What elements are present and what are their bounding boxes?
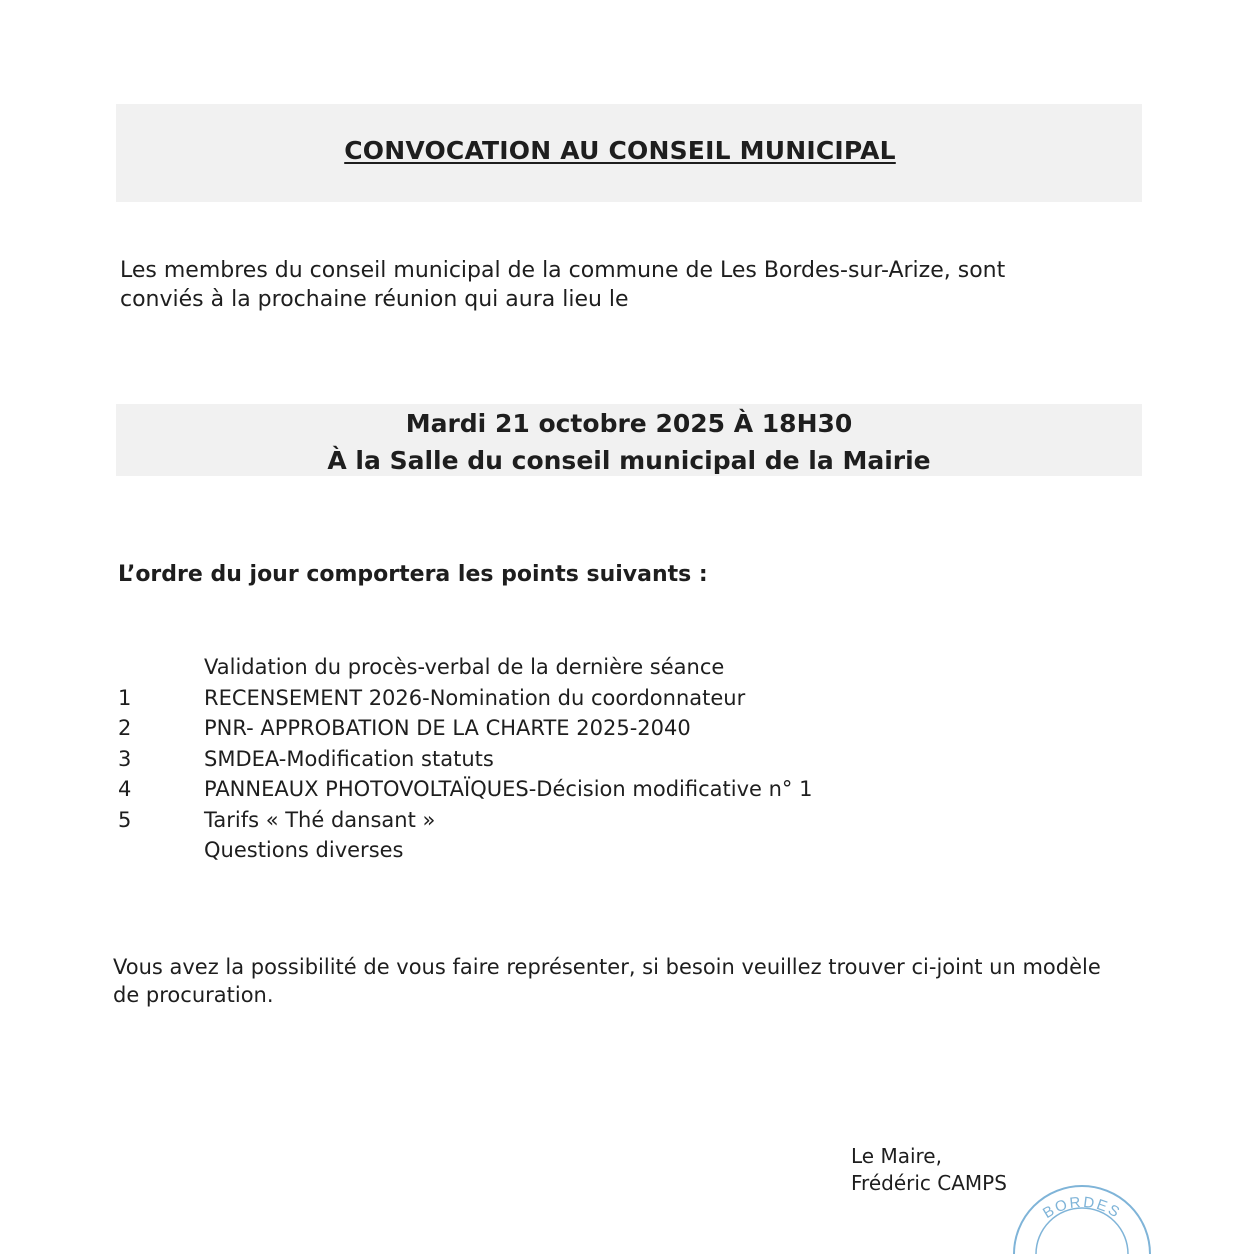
agenda-item xyxy=(118,683,1018,714)
agenda-title: L’ordre du jour comportera les points suivants : xyxy=(118,562,708,587)
agenda-item xyxy=(118,835,1018,866)
agenda-item-text: Tarifs « Thé dansant » xyxy=(204,807,436,832)
intro-line: conviés à la prochaine réunion qui aura lieu le xyxy=(120,287,629,312)
agenda-item xyxy=(118,774,1018,805)
document-title: CONVOCATION AU CONSEIL MUNICIPAL xyxy=(344,136,896,165)
agenda-item xyxy=(118,713,1018,744)
closing-line: de procuration. xyxy=(113,983,274,1007)
agenda-item-text: PANNEAUX PHOTOVOLTAÏQUES-Décision modificative n° 1 xyxy=(204,777,813,801)
agenda-item-text: Validation du procès-verbal de la dernière séance xyxy=(204,655,725,679)
meeting-info xyxy=(0,405,1240,479)
meeting-date: Mardi 21 octobre 2025 À 18H30 xyxy=(405,409,853,438)
closing-paragraph xyxy=(113,953,1133,1009)
intro-line: Les membres du conseil municipal de la commune de Les Bordes-sur-Arize, sont xyxy=(120,258,1006,283)
closing-line: Vous avez la possibilité de vous faire représenter, si besoin veuillez trouver ci-joint un modèle xyxy=(113,955,1101,979)
agenda-item xyxy=(118,805,1018,836)
agenda-item-text: SMDEA-Modification statuts xyxy=(204,746,494,771)
agenda-item xyxy=(118,744,1018,775)
signature-role: Le Maire, xyxy=(851,1144,942,1168)
intro-paragraph xyxy=(120,256,1140,314)
svg-text:BORDES xyxy=(1040,1194,1124,1222)
agenda-item-text: PNR- APPROBATION DE LA CHARTE 2025-2040 xyxy=(204,716,691,740)
agenda-item-number: 3 xyxy=(118,746,132,771)
stamp-text: BORDES xyxy=(1039,1193,1125,1223)
agenda-item-number: 2 xyxy=(118,716,132,740)
agenda-item-number: 1 xyxy=(118,685,132,710)
meeting-place: À la Salle du conseil municipal de la Mairie xyxy=(327,446,931,475)
agenda-list xyxy=(118,652,1018,866)
agenda-item-number: 4 xyxy=(118,777,132,801)
agenda-item-number: 5 xyxy=(118,807,132,832)
agenda-item-text: RECENSEMENT 2026-Nomination du coordonnateur xyxy=(204,685,746,710)
signature-name: Frédéric CAMPS xyxy=(851,1171,1007,1195)
signature-block xyxy=(851,1143,1007,1197)
mairie-stamp-icon xyxy=(1012,1184,1152,1254)
agenda-item-text: Questions diverses xyxy=(204,838,404,862)
agenda-item xyxy=(118,652,1018,683)
